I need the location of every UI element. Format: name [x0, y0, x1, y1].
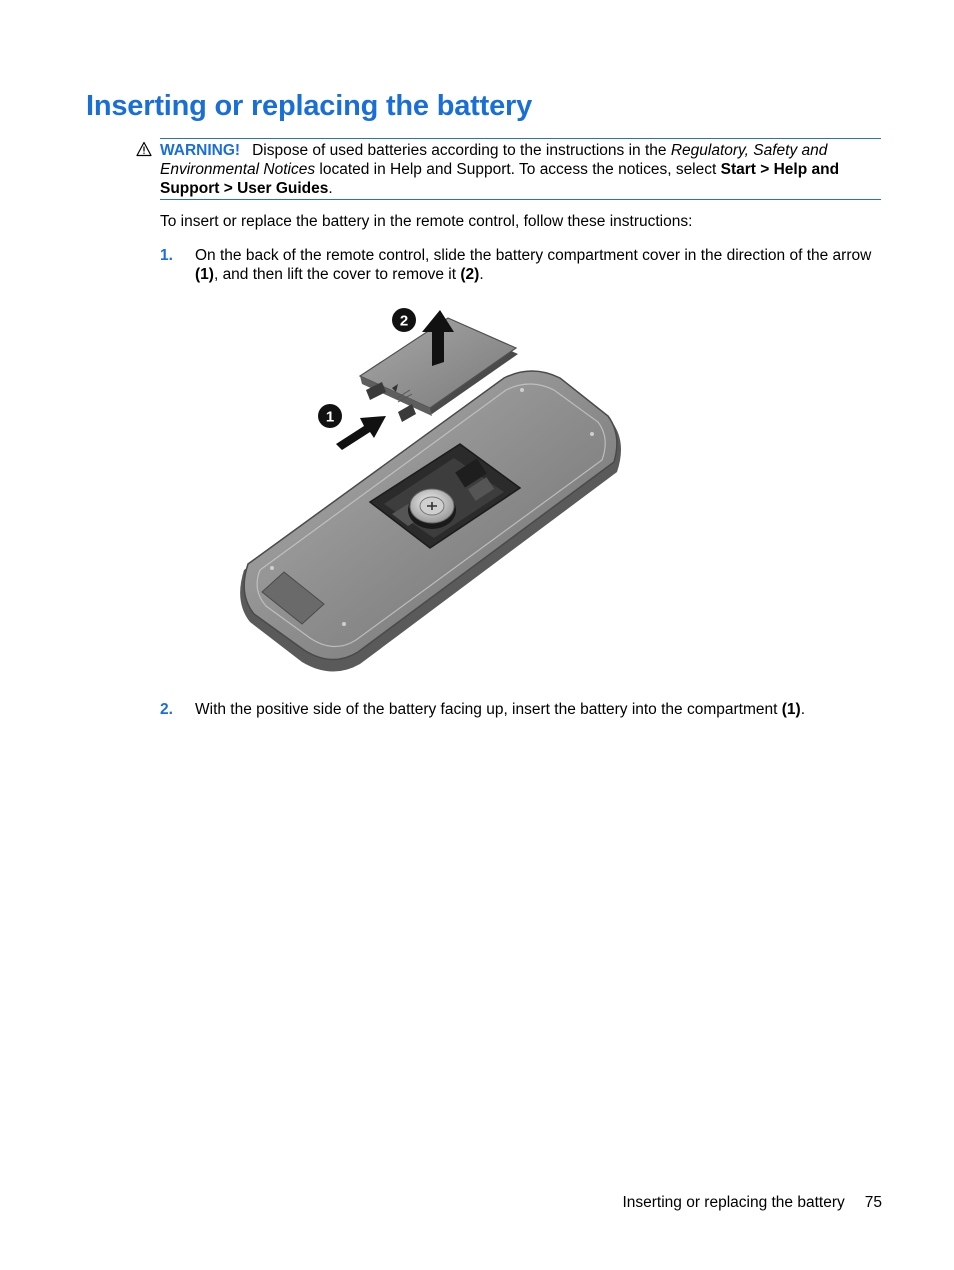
warning-icon	[136, 141, 152, 157]
callout-2	[392, 308, 416, 332]
step-callout-ref: (1)	[781, 701, 801, 718]
footer-section-title: Inserting or replacing the battery	[622, 1194, 845, 1211]
callout-1-label: 1	[325, 408, 335, 426]
intro-paragraph: To insert or replace the battery in the remote control, follow these instructions:	[160, 213, 693, 230]
callout-1	[318, 404, 342, 428]
warning-notice-title: Regulatory, Safety and Environmental Notices	[160, 142, 828, 178]
warning-text: located in Help and Support. To access the notices, select	[315, 161, 721, 178]
warning-text: .	[328, 180, 333, 197]
step-item	[160, 246, 882, 284]
callout-2-label: 2	[399, 312, 409, 330]
step-number: 1.	[160, 247, 173, 264]
step-text-part: , and then lift the cover to remove it	[213, 266, 461, 283]
page-footer	[622, 1193, 882, 1212]
page-number: 75	[864, 1194, 882, 1211]
warning-box	[160, 138, 881, 200]
step-number: 2.	[160, 701, 173, 718]
step-text-part: .	[800, 701, 805, 718]
step-item	[160, 700, 882, 719]
warning-menu-path: Start > Help and Support > User Guides	[160, 161, 840, 197]
remote-battery-illustration	[232, 302, 632, 682]
warning-label: WARNING!	[160, 142, 241, 159]
slide-arrow	[336, 416, 386, 450]
step-callout-ref: (2)	[460, 266, 480, 283]
page-title: Inserting or replacing the battery	[86, 90, 533, 122]
step-text	[195, 246, 882, 284]
coin-battery	[408, 489, 456, 529]
step-callout-ref: (1)	[195, 266, 214, 283]
step-text	[195, 700, 882, 719]
warning-text: Dispose of used batteries according to the instructions in the	[252, 142, 671, 159]
step-text-part: With the positive side of the battery facing up, insert the battery into the compartment	[195, 701, 782, 718]
step-text-part: On the back of the remote control, slide the battery compartment cover in the direction of the arrow	[195, 247, 872, 264]
step-text-part: .	[479, 266, 484, 283]
